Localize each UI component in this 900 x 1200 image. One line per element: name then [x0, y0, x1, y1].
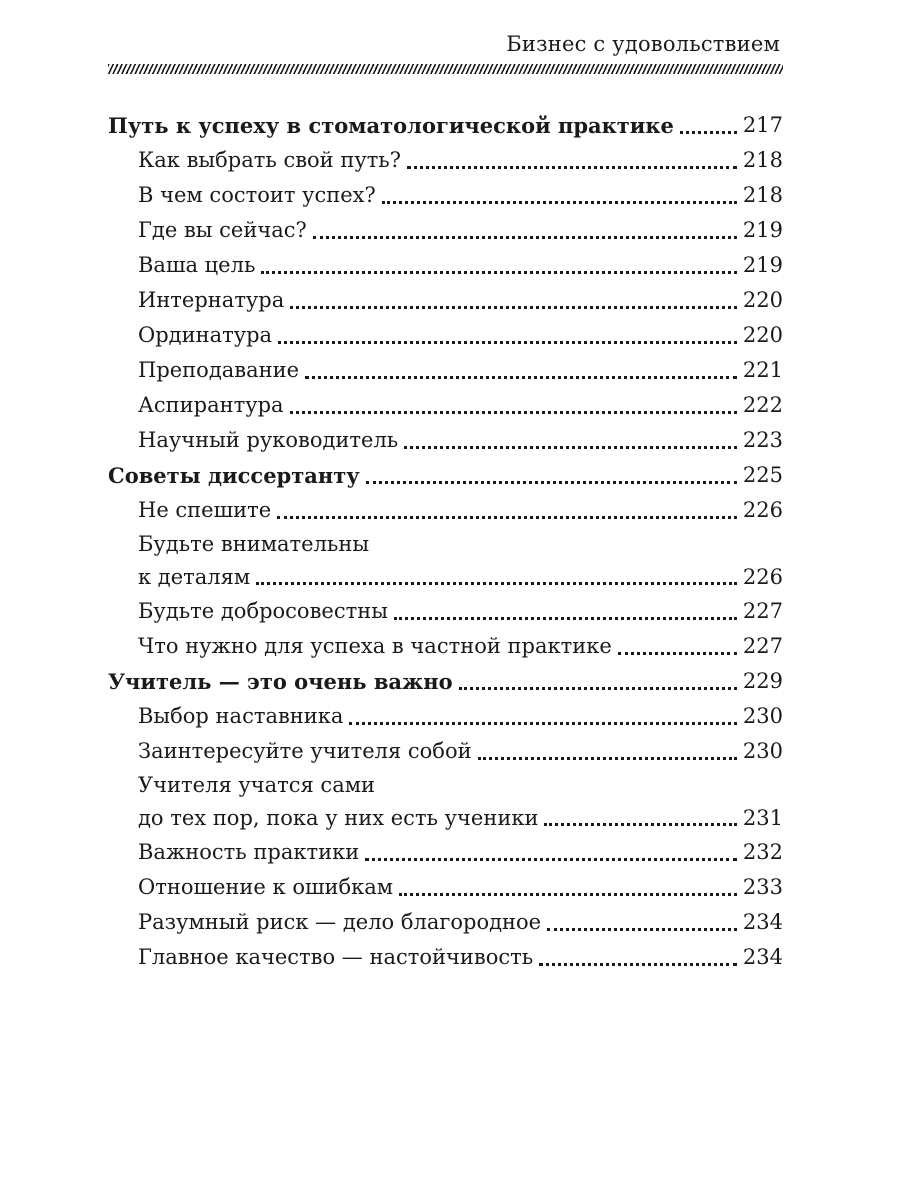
toc-section-entry[interactable]: [108, 870, 783, 905]
toc-entry-title: Советы диссертанту: [108, 463, 360, 488]
toc-section-entry[interactable]: [108, 699, 783, 734]
toc-page-number: 218: [742, 183, 783, 207]
toc-entry-title: Путь к успеху в стоматологической практике: [108, 113, 674, 138]
toc-page-number: 226: [742, 498, 783, 522]
toc-entry-title: Учитель — это очень важно: [108, 669, 453, 694]
toc-entry-title: Научный руководитель: [138, 428, 399, 452]
toc-chapter-entry[interactable]: [108, 664, 783, 699]
toc-entry-title: Где вы сейчас?: [138, 218, 307, 242]
toc-entry-title: Ординатура: [138, 323, 273, 347]
dot-leader: [618, 652, 737, 655]
toc-entry-title: Что нужно для успеха в частной практике: [138, 634, 612, 658]
dot-leader: [256, 582, 737, 585]
toc-page-number: 234: [742, 945, 783, 969]
toc-entry-title: Как выбрать свой путь?: [138, 148, 402, 172]
dot-leader: [382, 201, 737, 204]
toc-page-number: 230: [742, 739, 783, 763]
toc-page-number: 218: [742, 148, 783, 172]
dot-leader: [539, 963, 737, 966]
toc-entry-title: Не спешите: [138, 498, 272, 522]
toc-page-number: 217: [742, 113, 783, 137]
table-of-contents: [108, 108, 783, 975]
toc-entry-title: Ваша цель: [138, 253, 256, 277]
toc-page-number: 223: [742, 428, 783, 452]
toc-entry-title: Главное качество — настойчивость: [138, 945, 534, 969]
toc-page-number: 220: [742, 288, 783, 312]
toc-page-number: 232: [742, 840, 783, 864]
toc-entry-title: Аспирантура: [138, 393, 284, 417]
toc-section-entry[interactable]: [108, 594, 783, 629]
toc-section-entry[interactable]: [108, 769, 783, 835]
toc-page-number: 234: [742, 910, 783, 934]
toc-page-number: 221: [742, 358, 783, 382]
toc-chapter-entry[interactable]: [108, 458, 783, 493]
dot-leader: [407, 166, 737, 169]
dot-leader: [544, 823, 736, 826]
toc-entry-title: Преподавание: [138, 358, 300, 382]
toc-section-entry[interactable]: [108, 423, 783, 458]
toc-entry-title: Разумный риск — дело благородное: [138, 910, 542, 934]
toc-entry-title: Выбор наставника: [138, 704, 344, 728]
toc-entry-line2: [138, 561, 783, 594]
toc-entry-title: Заинтересуйте учителя собой: [138, 739, 472, 763]
toc-entry-title-line1: Будьте внимательны: [138, 532, 370, 556]
dot-leader: [261, 271, 737, 274]
toc-section-entry[interactable]: [108, 528, 783, 594]
toc-page-number: 227: [742, 599, 783, 623]
toc-page-number: 231: [742, 806, 783, 830]
toc-page-number: 220: [742, 323, 783, 347]
toc-entry-line2: [138, 802, 783, 835]
dot-leader: [349, 722, 736, 725]
toc-section-entry[interactable]: [108, 493, 783, 528]
dot-leader: [277, 516, 737, 519]
toc-section-entry[interactable]: [108, 629, 783, 664]
header-rule: [108, 64, 783, 74]
dot-leader: [313, 236, 737, 239]
toc-section-entry[interactable]: [108, 734, 783, 769]
toc-section-entry[interactable]: [108, 353, 783, 388]
dot-leader: [547, 928, 737, 931]
dot-leader: [394, 617, 737, 620]
toc-entry-title-line2: к деталям: [138, 565, 251, 589]
toc-entry-title: Интернатура: [138, 288, 285, 312]
toc-section-entry[interactable]: [108, 178, 783, 213]
toc-section-entry[interactable]: [108, 835, 783, 870]
dot-leader: [278, 341, 737, 344]
toc-page-number: 222: [742, 393, 783, 417]
toc-entry-title: Важность практики: [138, 840, 360, 864]
toc-page-number: 233: [742, 875, 783, 899]
running-header: Бизнес с удовольствием: [506, 32, 780, 56]
toc-page-number: 227: [742, 634, 783, 658]
dot-leader: [305, 376, 737, 379]
toc-section-entry[interactable]: [108, 318, 783, 353]
toc-page-number: 225: [742, 463, 783, 487]
toc-section-entry[interactable]: [108, 388, 783, 423]
dot-leader: [404, 446, 737, 449]
toc-entry-title: Будьте добросовестны: [138, 599, 388, 623]
toc-section-entry[interactable]: [108, 940, 783, 975]
toc-entry-title-line2: до тех пор, пока у них есть ученики: [138, 806, 539, 830]
dot-leader: [478, 757, 737, 760]
toc-section-entry[interactable]: [108, 248, 783, 283]
toc-section-entry[interactable]: [108, 143, 783, 178]
dot-leader: [290, 306, 737, 309]
toc-page-number: 229: [742, 669, 783, 693]
toc-section-entry[interactable]: [108, 905, 783, 940]
toc-section-entry[interactable]: [108, 283, 783, 318]
toc-page-number: 230: [742, 704, 783, 728]
toc-entry-title: В чем состоит успех?: [138, 183, 376, 207]
dot-leader: [365, 858, 737, 861]
toc-chapter-entry[interactable]: [108, 108, 783, 143]
toc-page-number: 219: [742, 253, 783, 277]
dot-leader: [290, 411, 737, 414]
dot-leader: [680, 131, 737, 134]
dot-leader: [366, 481, 737, 484]
toc-page-number: 226: [742, 565, 783, 589]
toc-entry-title: Отношение к ошибкам: [138, 875, 394, 899]
dot-leader: [459, 687, 737, 690]
dot-leader: [399, 893, 737, 896]
toc-entry-title-line1: Учителя учатся сами: [138, 773, 376, 797]
toc-page-number: 219: [742, 218, 783, 242]
toc-section-entry[interactable]: [108, 213, 783, 248]
